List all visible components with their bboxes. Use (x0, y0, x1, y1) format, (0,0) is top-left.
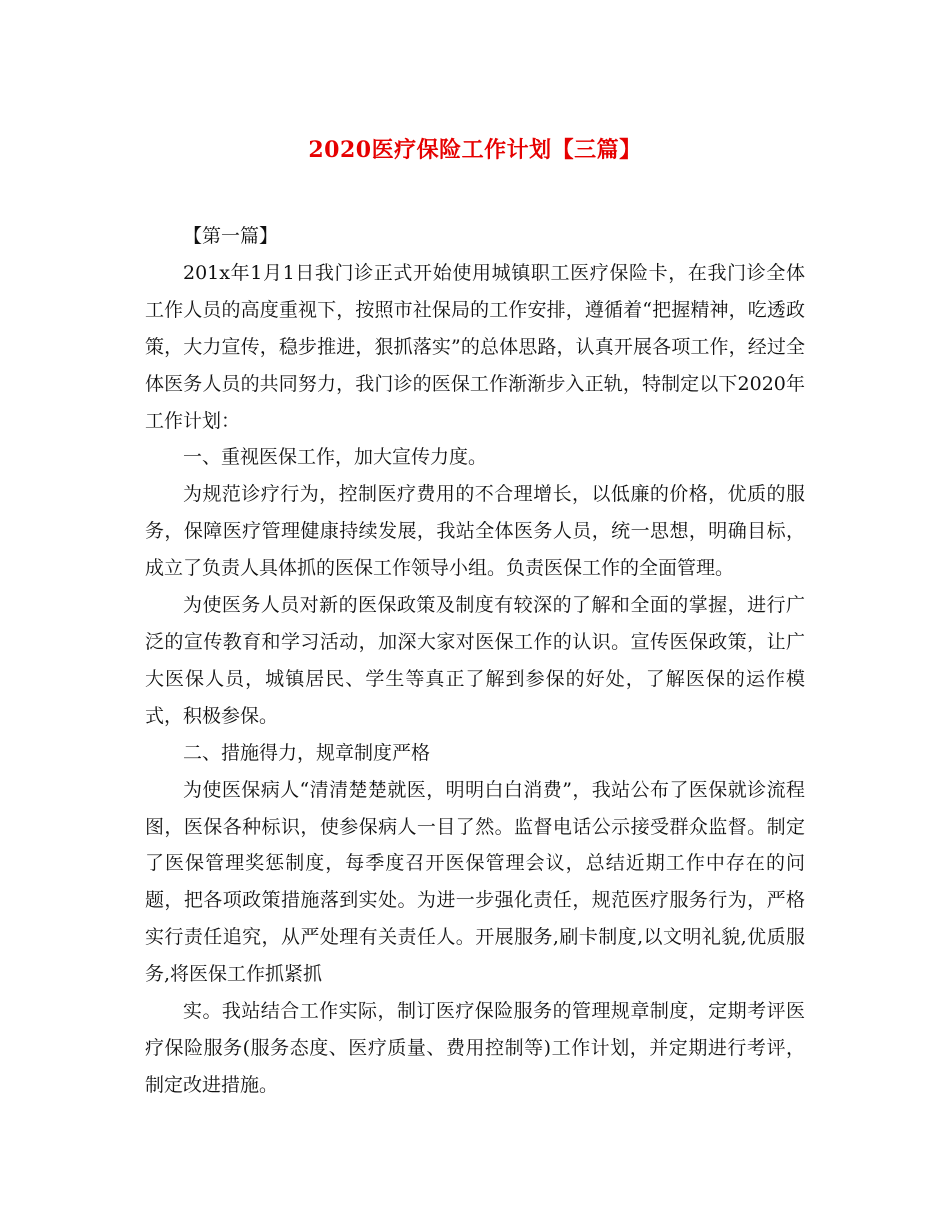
paragraph-3: 为使医保病人“清清楚楚就医，明明白白消费”，我站公布了医保就诊流程图，医保各种标识，使参保病人一目了然。监督电话公示接受群众监督。制定了医保管理奖惩制度，每季度召开医保管理会议，总结近期工作中存在的问题，把各项政策措施落到实处。为进一步强化责任，规范医疗服务行为，严格实行责任追究，从严处理有关责任人。开展服务,刷卡制度,以文明礼貌,优质服务,将医保工作抓紧抓 (145, 778, 805, 986)
heading-section-1: 一、重视医保工作，加大宣传力度。 (183, 446, 488, 469)
paragraph-4: 实。我站结合工作实际，制订医疗保险服务的管理规章制度，定期考评医疗保险服务(服务态度、医疗质量、费用控制等)工作计划，并定期进行考评，制定改进措施。 (145, 1000, 805, 1096)
document-title: 2020医疗保险工作计划【三篇】 (308, 137, 642, 163)
paragraph-1: 为规范诊疗行为，控制医疗费用的不合理增长，以低廉的价格，优质的服务，保障医疗管理健康持续发展，我站全体医务人员，统一思想，明确目标，成立了负责人具体抓的医保工作领导小组。负责医保工作的全面管理。 (145, 483, 805, 580)
document-body (145, 218, 805, 1104)
paragraph-2: 为使医务人员对新的医保政策及制度有较深的了解和全面的掌握，进行广泛的宣传教育和学习活动，加深大家对医保工作的认识。宣传医保政策，让广大医保人员，城镇居民、学生等真正了解到参保的好处，了解医保的运作模式，积极参保。 (145, 594, 805, 727)
heading-section-2: 二、措施得力，规章制度严格 (183, 741, 431, 764)
paragraph-intro: 201x年1月1日我门诊正式开始使用城镇职工医疗保险卡，在我门诊全体工作人员的高度重视下，按照市社保局的工作安排，遵循着“把握精神，吃透政策，大力宣传，稳步推进，狠抓落实”的总体思路，认真开展各项工作，经过全体医务人员的共同努力，我门诊的医保工作渐渐步入正轨，特制定以下2020年工作计划： (145, 261, 805, 432)
section-label: 【第一篇】 (183, 225, 279, 247)
